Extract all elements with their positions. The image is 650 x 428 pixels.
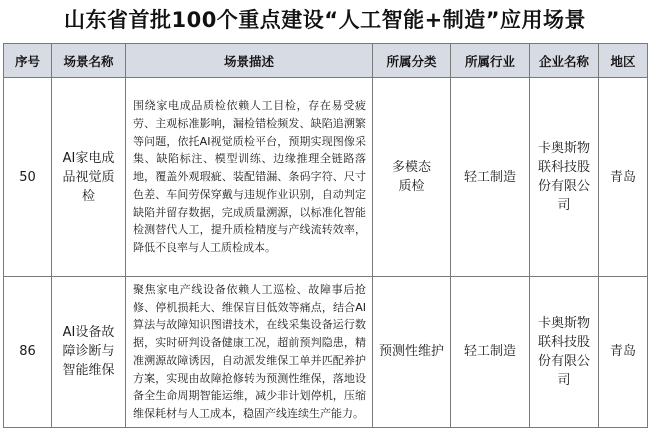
cell-region: 青岛 — [599, 277, 648, 428]
cell-industry: 轻工制造 — [451, 78, 530, 277]
table-row — [4, 78, 648, 277]
cell-industry: 轻工制造 — [451, 277, 530, 428]
header-industry: 所属行业 — [451, 44, 530, 78]
header-region: 地区 — [599, 44, 648, 78]
cell-scene-desc: 聚焦家电产线设备依赖人工巡检、故障事后抢修、停机损耗大、维保盲目低效等痛点，结合AI算法与故障知识图谱技术，在线采集设备运行数据，实时研判设备健康工况，超前预判隐患，精准溯源故障诱因，自动派发维保工单并匹配养护方案，实现由故障抢修转为预测性维保，落地设备全生命周期智能运维，减少非计划停机，压缩维保耗材与人工成本，稳固产线连续生产能力。 — [126, 277, 373, 428]
header-category: 所属分类 — [373, 44, 451, 78]
table-row — [4, 277, 648, 428]
cell-scene-desc: 围绕家电成品质检依赖人工目检，存在易受疲劳、主观标准影响，漏检错检频发、缺陷追溯繁等问题，依托AI视觉质检平台，预期实现图像采集、缺陷标注、模型训练、边缘推理全链路落地，覆盖外观瑕疵、装配错漏、条码字符、尺寸色差、车间劳保穿戴与违规作业识别，自动判定缺陷并留存数据，完成质量溯源，以标准化智能检测替代人工，提升质检精度与产线流转效率，降低不良率与人工质检成本。 — [126, 78, 373, 277]
cell-index: 86 — [4, 277, 52, 428]
header-scene-name: 场景名称 — [52, 44, 126, 78]
header-scene-desc: 场景描述 — [126, 44, 373, 78]
page-title: 山东省首批100个重点建设“人工智能+制造”应用场景 — [63, 8, 587, 32]
cell-scene-name: AI设备故障诊断与智能维保 — [52, 277, 126, 428]
header-company: 企业名称 — [530, 44, 599, 78]
header-index: 序号 — [4, 44, 52, 78]
cell-index: 50 — [4, 78, 52, 277]
table-header-row — [4, 44, 648, 78]
cell-category: 多模态质检 — [373, 78, 451, 277]
cell-company: 卡奥斯物联科技股份有限公司 — [530, 277, 599, 428]
scenario-table — [3, 43, 648, 428]
cell-region: 青岛 — [599, 78, 648, 277]
cell-category: 预测性维护 — [373, 277, 451, 428]
cell-company: 卡奥斯物联科技股份有限公司 — [530, 78, 599, 277]
cell-scene-name: AI家电成品视觉质检 — [52, 78, 126, 277]
